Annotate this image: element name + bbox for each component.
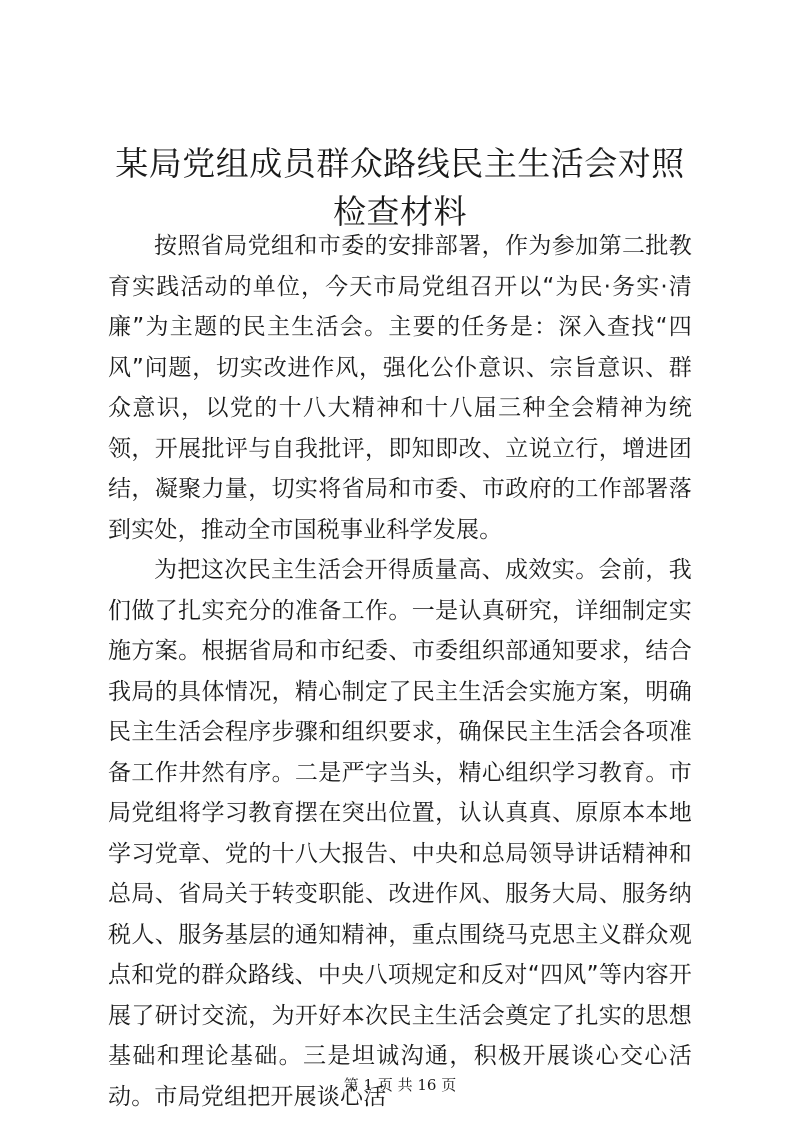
document-title: 某局党组成员群众路线民主生活会对照检查材料 — [115, 144, 685, 231]
page-footer: 第 1 页 共 16 页 — [343, 1076, 457, 1094]
paragraph-2: 为把这次民主生活会开得质量高、成效实。会前，我们做了扎实充分的准备工作。一是认真研究，详细制定实施方案。根据省局和市纪委、市委组织部通知要求，结合我局的具体情况，精心制定了民主生活会实施方案，明确民主生活会程序步骤和组织要求，确保民主生活会各项准备工作井然有序。二是严字当头，精心组织学习教育。市局党组将学习教育摆在突出位置，认认真真、原原本本地学习党章、党的十八大报告、中央和总局领导讲话精神和总局、省局关于转变职能、改进作风、服务大局、服务纳税人、服务基层的通知精神，重点围绕马克思主义群众观点和党的群众路线、中央八项规定和反对“四风”等内容开展了研讨交流，为开好本次民主生活会奠定了扎实的思想基础和理论基础。三是坦诚沟通，积极开展谈心交心活动。市局党组把开展谈心活 — [108, 557, 692, 1110]
document-body — [108, 226, 692, 1117]
paragraph-1: 按照省局党组和市委的安排部署，作为参加第二批教育实践活动的单位，今天市局党组召开以“为民·务实·清廉”为主题的民主生活会。主要的任务是：深入查找“四风”问题，切实改进作风，强化公仆意识、宗旨意识、群众意识，以党的十八大精神和十八届三种全会精神为统领，开展批评与自我批评，即知即改、立说立行，增进团结，凝聚力量，切实将省局和市委、市政府的工作部署落到实处，推动全市国税事业科学发展。 — [108, 233, 692, 543]
